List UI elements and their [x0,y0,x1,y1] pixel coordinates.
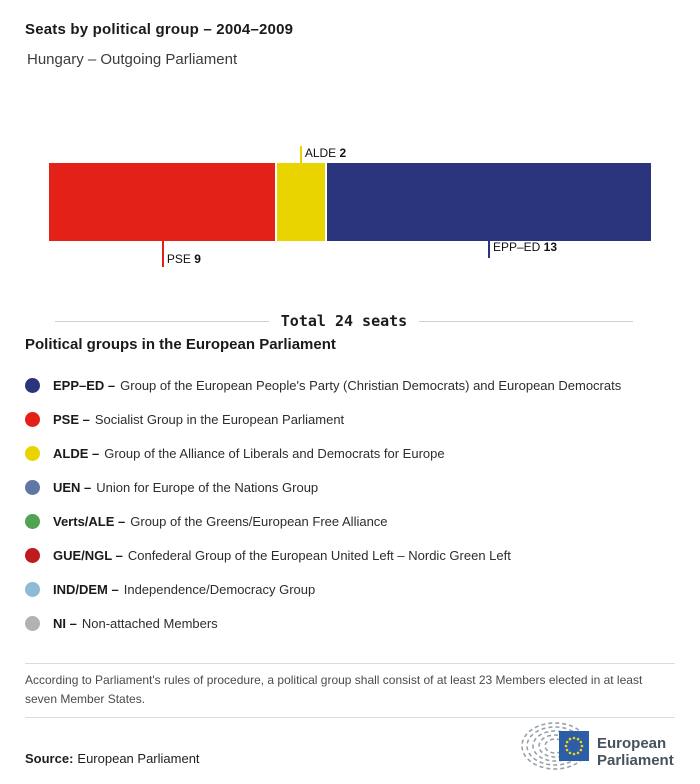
page-subtitle: Hungary – Outgoing Parliament [27,51,238,68]
callout-tick [488,241,490,258]
total-seats-label: Total 24 seats [280,312,408,330]
legend-dot-icon [25,378,40,393]
callout-ALDE [300,146,347,163]
legend-item-pse [25,402,685,436]
legend-dot-icon [25,616,40,631]
legend-abbr: EPP–ED – [53,377,116,393]
legend-item-gue-ngl [25,538,685,572]
european-parliament-logo [521,722,681,775]
legend-item-ind-dem [25,572,685,606]
legend-dot-icon [25,480,40,495]
legend-dot-icon [25,446,40,461]
legend-heading: Political groups in the European Parliament [25,336,336,353]
legend-dot-icon [25,548,40,563]
legend-abbr: Verts/ALE – [53,513,126,529]
logo-text-line1: European [597,735,667,752]
footnote-rule-bottom [25,717,675,718]
legend-desc: Non-attached Members [81,615,218,631]
legend-dot-icon [25,412,40,427]
legend-abbr: UEN – [53,479,92,495]
bar-segment-ALDE[interactable] [275,163,325,241]
legend-dot-icon [25,514,40,529]
eu-flag-icon [559,731,589,761]
callout-tick [300,146,302,163]
legend-desc: Group of the Alliance of Liberals and Democrats for Europe [104,445,445,461]
legend-item-ni [25,606,685,640]
stacked-bar [49,163,651,241]
bar-segment-PSE[interactable] [49,163,275,241]
legend-desc: Confederal Group of the European United Left – Nordic Green Left [127,547,511,563]
legend-item-verts-ale [25,504,685,538]
footnote-rule-top [25,663,675,664]
legend-abbr: NI – [53,615,77,631]
legend-item-alde [25,436,685,470]
legend-item-epp-ed [25,368,685,402]
callout-label: EPP–ED 13 [492,240,558,254]
hemicycle-logo-icon [521,722,681,770]
callout-tick [162,241,164,267]
source-value: European Parliament [77,751,200,766]
footnote-text: According to Parliament's rules of procedure, a political group shall consist of at least 23 Members elected in at least seven Member States. [25,673,643,706]
divider-line-left [55,321,269,322]
divider-line-right [419,321,633,322]
legend-abbr: GUE/NGL – [53,547,123,563]
legend-desc: Group of the European People's Party (Christian Democrats) and European Democrats [120,377,622,393]
legend-abbr: IND/DEM – [53,581,119,597]
legend-dot-icon [25,582,40,597]
bar-segment-EPP–ED[interactable] [325,163,651,241]
legend-desc: Socialist Group in the European Parliament [94,411,345,427]
callout-label: ALDE 2 [304,146,347,160]
legend-desc: Independence/Democracy Group [123,581,316,597]
legend-desc: Union for Europe of the Nations Group [96,479,319,495]
source-label: Source: [25,751,74,766]
legend-list [25,368,685,640]
stacked-bar-chart [49,146,651,266]
callout-PSE [162,241,201,267]
logo-text-line2: Parliament [597,752,674,769]
callout-label: PSE 9 [166,252,201,266]
legend-abbr: ALDE – [53,445,100,461]
total-seats-divider [55,312,633,330]
page-title: Seats by political group – 2004–2009 [25,21,294,38]
legend-abbr: PSE – [53,411,90,427]
source-line [25,751,200,766]
legend-item-uen [25,470,685,504]
legend-desc: Group of the Greens/European Free Alliance [130,513,388,529]
callout-EPP–ED [488,240,558,258]
